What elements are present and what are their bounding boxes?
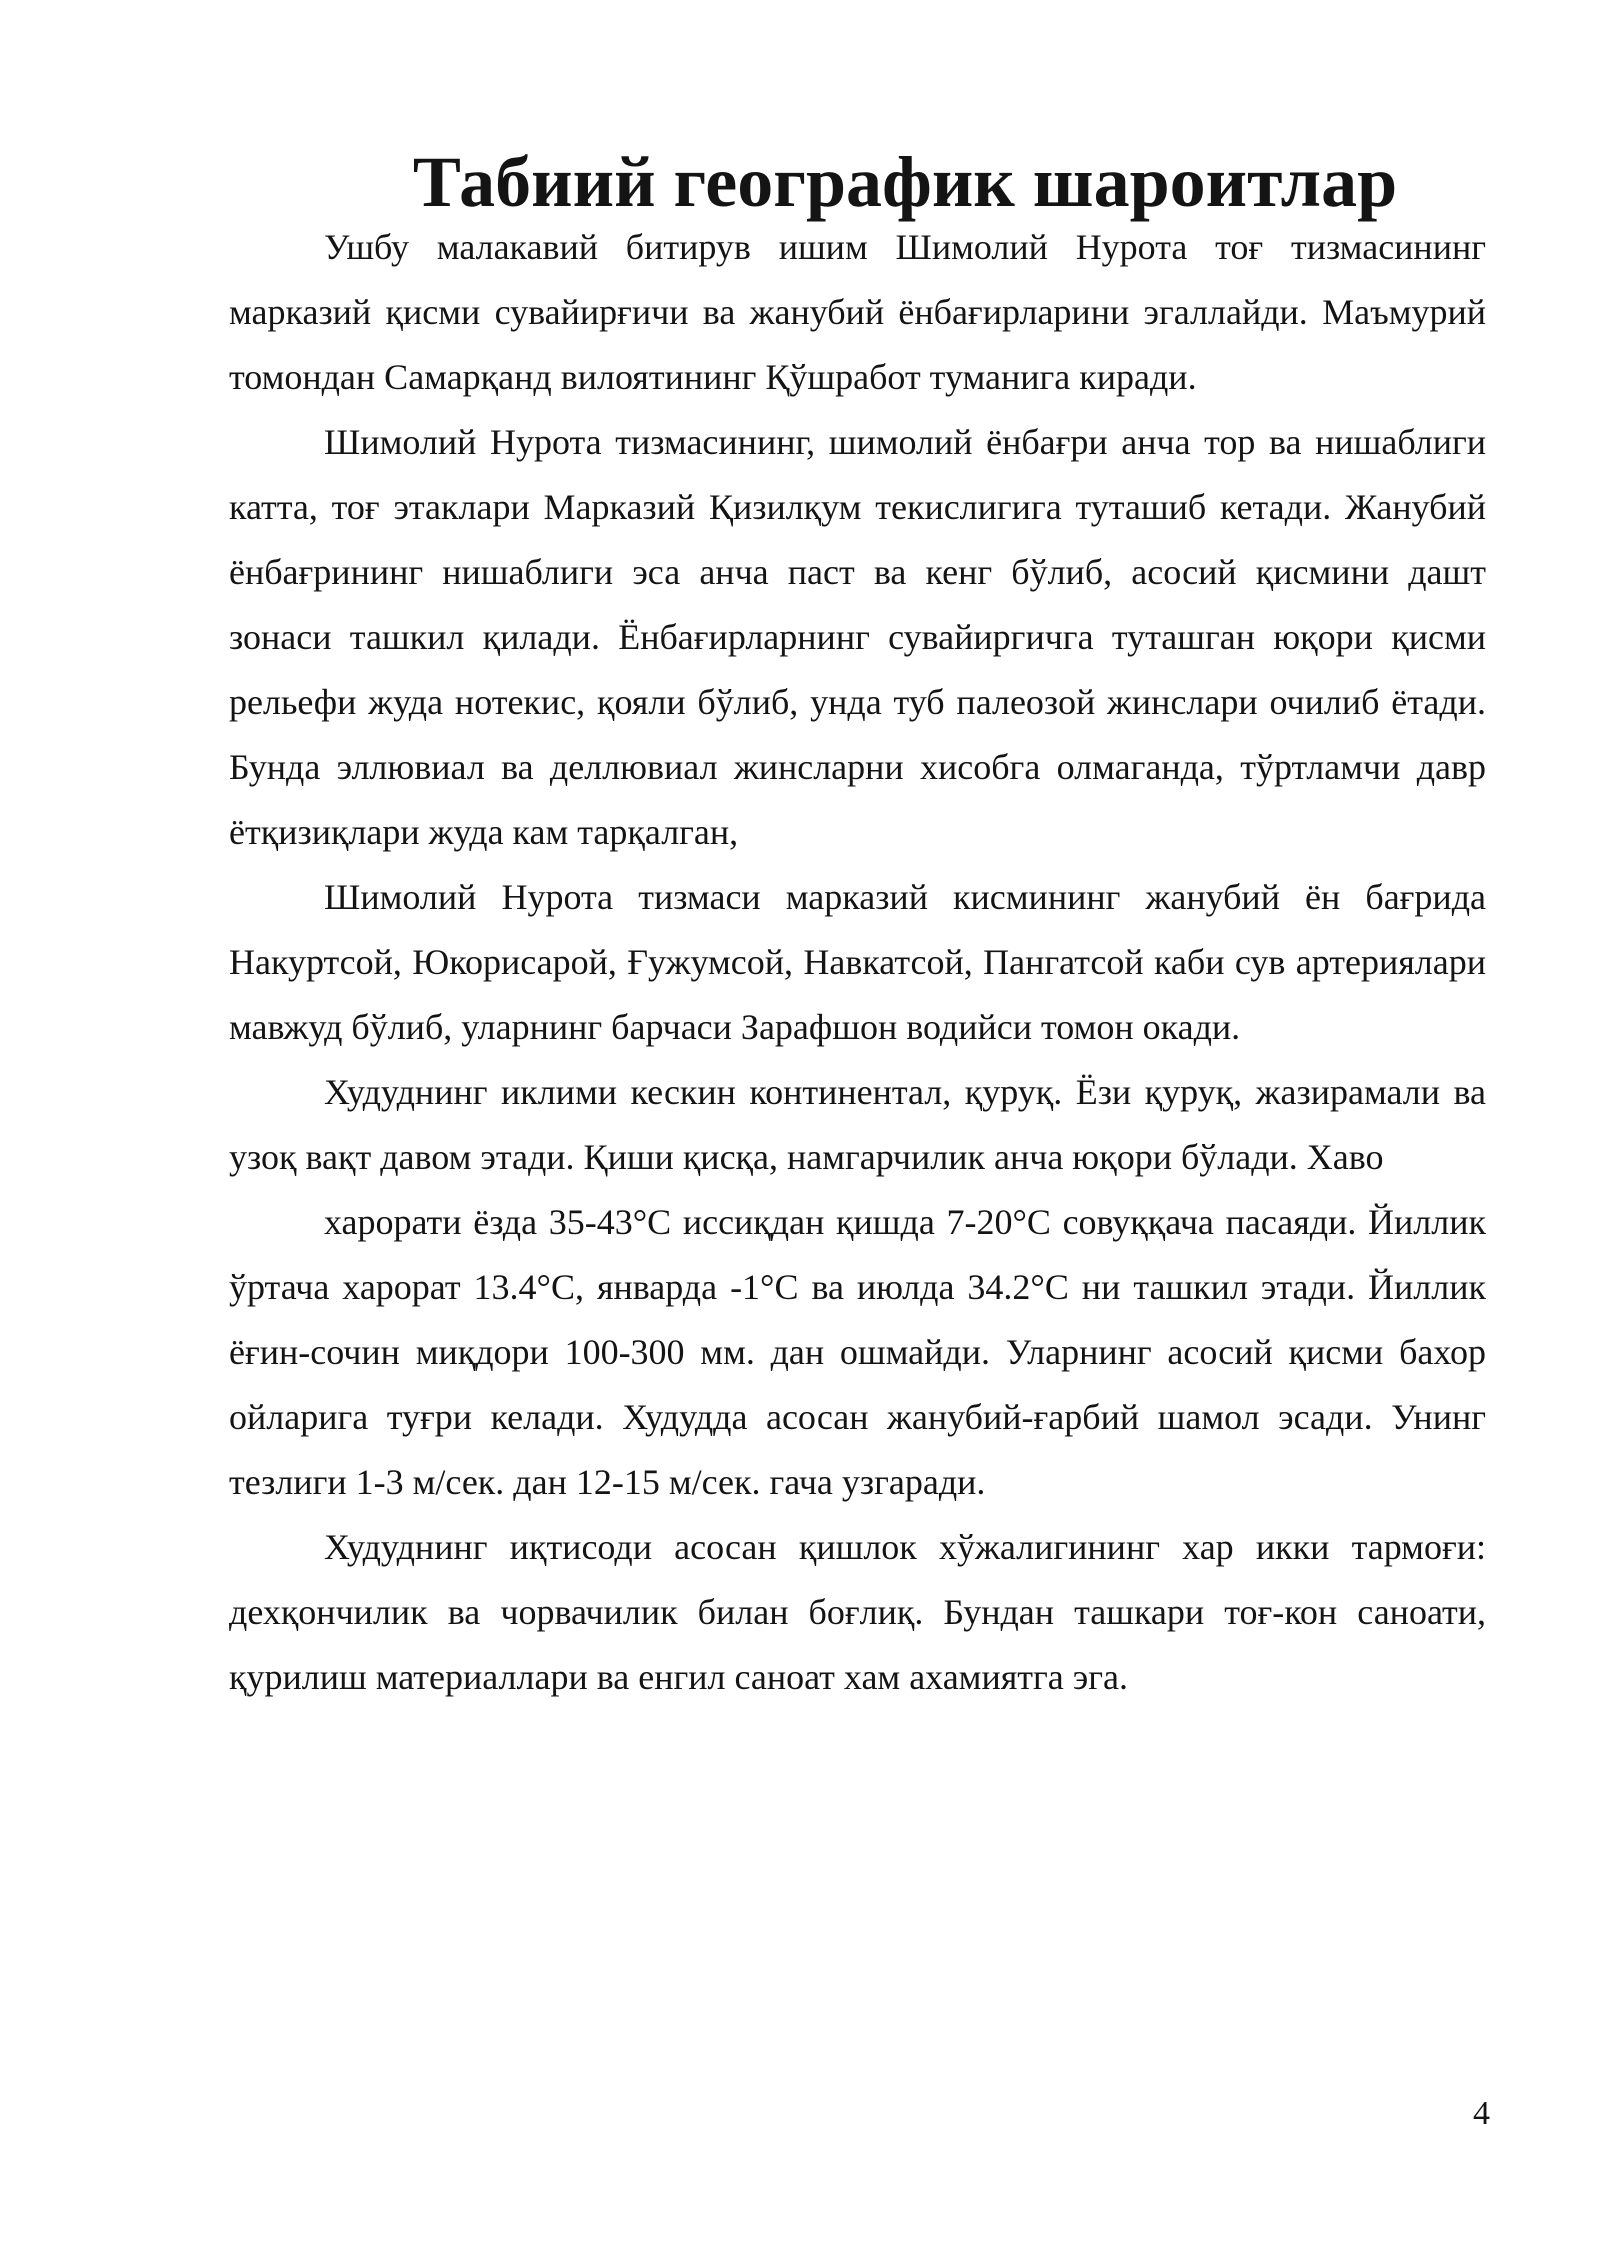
paragraph-temperature: харорати ёзда 35-43°C иссиқдан қишда 7-20°C совуққача пасаяди. Йиллик ўртача харорат 13.4°C, январда -1°C ва июлда 34.2°C ни ташкил этади. Йиллик ёғин-сочин миқдори 100-300 мм. дан ошмайди. Уларнинг асосий қисми бахор ойларига туғри келади. Худудда асосан жанубий-ғарбий шамол эсади. Унинг тезлиги 1-3 м/сек. дан 12-15 м/сек. гача узгаради. <box>229 1202 1486 1502</box>
section-title: Табиий географик шароитлар <box>412 142 1398 222</box>
paragraph-rivers: Шимолий Нурота тизмаси марказий кисмининг жанубий ён бағрида Накуртсой, Юкорисарой, Ғужумсой, Навкатсой, Пангатсой каби сув артериялари мавжуд бўлиб, уларнинг барчаси Зарафшон водийси томон окади. <box>229 877 1486 1047</box>
paragraph-location: Ушбу малакавий битирув ишим Шимолий Нурота тоғ тизмасининг марказий қисми сувайирғичи ва жанубий ёнбағирларини эгаллайди. Маъмурий томондан Самарқанд вилоятининг Қўшработ туманига киради. <box>229 227 1486 397</box>
paragraph-relief: Шимолий Нурота тизмасининг, шимолий ёнбағри анча тор ва нишаблиги катта, тоғ этаклари Марказий Қизилқум текислигига туташиб кетади. Жанубий ёнбағрининг нишаблиги эса анча паст ва кенг бўлиб, асосий қисмини дашт зонаси ташкил қилади. Ёнбағирларнинг сувайиргичга туташган юқори қисми рельефи жуда нотекис, қояли бўлиб, унда туб палеозой жинслари очилиб ётади. Бунда эллювиал ва деллювиал жинсларни хисобга олмаганда, тўртламчи давр ётқизиқлари жуда кам тарқалган, <box>229 422 1486 852</box>
paragraph-economy: Худуднинг иқтисоди асосан қишлок хўжалигининг хар икки тармоғи: дехқончилик ва чорвачилик билан боғлиқ. Бундан ташкари тоғ-кон саноати, қурилиш материаллари ва енгил саноат хам ахамиятга эга. <box>229 1527 1486 1697</box>
page-content <box>229 142 1486 1710</box>
page-number: 4 <box>1473 2095 1490 2132</box>
paragraph-climate: Худуднинг иклими кескин континентал, қуруқ. Ёзи қуруқ, жазирамали ва узоқ вақт давом этади. Қиши қисқа, намгарчилик анча юқори бўлади. Хаво <box>229 1072 1486 1177</box>
